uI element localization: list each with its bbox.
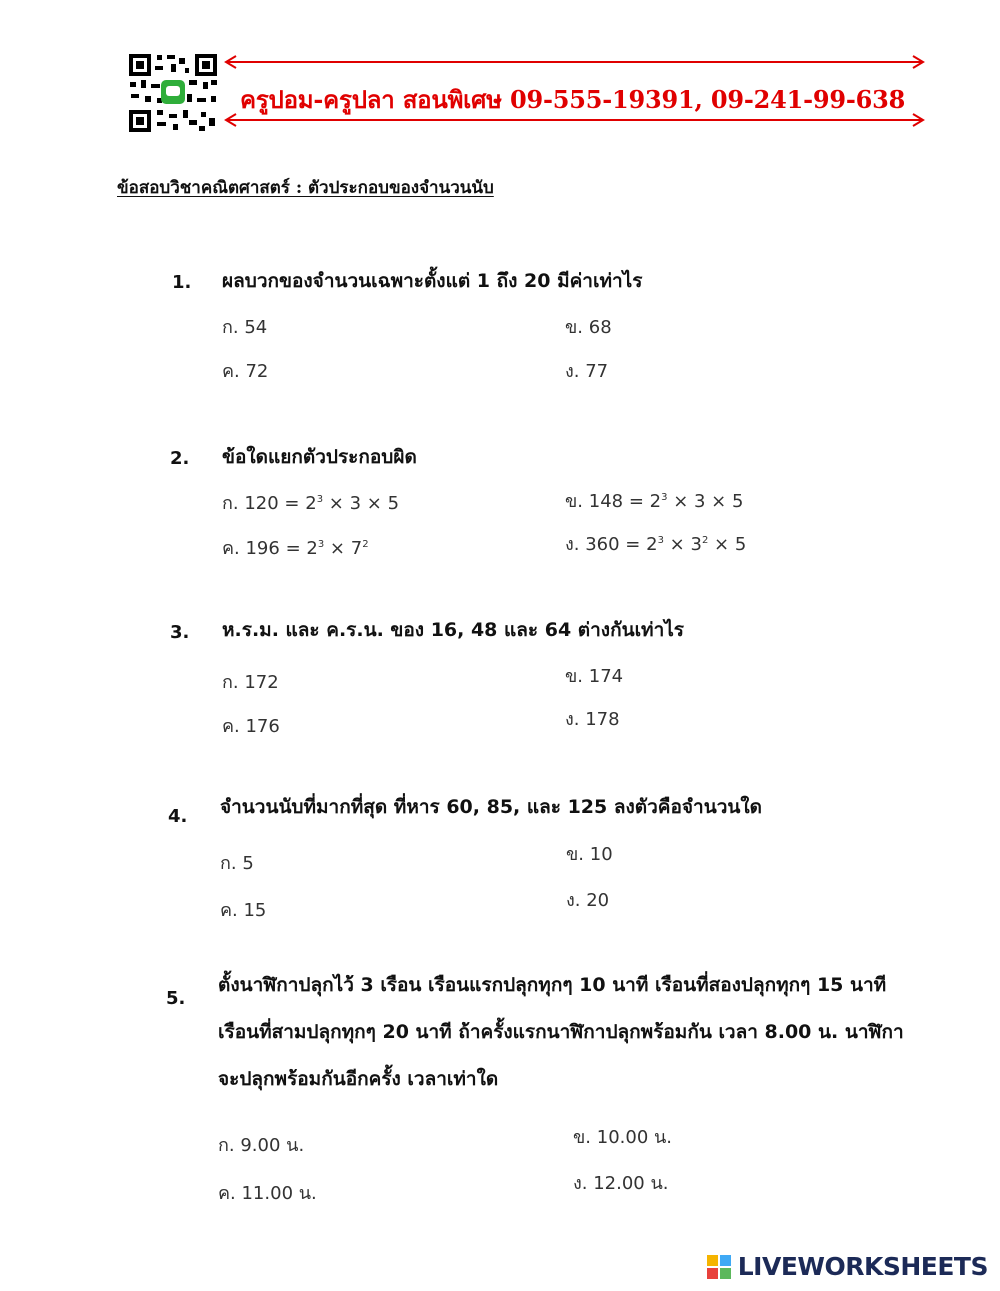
question-4-text: จำนวนนับที่มากที่สุด ที่หาร 60, 85, และ 125 ลงตัวคือจำนวนใด [220, 796, 762, 818]
question-2-option-c[interactable]: ค. $196 = 2^3 \times 7^2$ [222, 538, 369, 559]
question-2-option-b[interactable]: ข. $148 = 2^3 \times 3 \times 5$ [565, 491, 744, 512]
question-5-line-1: ตั้งนาฬิกาปลุกไว้ 3 เรือน เรือนแรกปลุกทุกๆ 10 นาที เรือนที่สองปลุกทุกๆ 15 นาที [218, 974, 887, 996]
question-3-option-b[interactable]: ข. 174 [565, 666, 624, 687]
question-2-number: 2. [170, 448, 190, 469]
worksheet-title: ข้อสอบวิชาคณิตศาสตร์ : ตัวประกอบของจำนวนนับ [117, 178, 494, 198]
question-3-option-c[interactable]: ค. 176 [222, 716, 280, 737]
question-4-option-b[interactable]: ข. 10 [566, 844, 613, 865]
question-4-option-a[interactable]: ก. 5 [220, 853, 254, 874]
question-4-option-d[interactable]: ง. 20 [566, 890, 610, 911]
question-4-option-c[interactable]: ค. 15 [220, 900, 267, 921]
liveworksheets-logo [706, 1252, 988, 1281]
question-1-option-b[interactable]: ข. 68 [565, 317, 612, 338]
liveworksheets-blocks-icon [706, 1254, 732, 1280]
question-2-option-a[interactable]: ก. $120 = 2^3 \times 3 \times 5$ [222, 493, 400, 514]
question-4-number: 4. [168, 806, 188, 827]
question-1-option-d[interactable]: ง. 77 [565, 361, 609, 382]
question-1-text: ผลบวกของจำนวนเฉพาะตั้งแต่ 1 ถึง 20 มีค่าเท่าไร [222, 270, 643, 292]
question-3-number: 3. [170, 622, 190, 643]
question-5-option-c[interactable]: ค. 11.00 น. [218, 1183, 317, 1204]
question-5-text [218, 962, 904, 1103]
question-5-option-d[interactable]: ง. 12.00 น. [573, 1173, 669, 1194]
question-5-option-a[interactable]: ก. 9.00 น. [218, 1135, 305, 1156]
question-1-option-a[interactable]: ก. 54 [222, 317, 268, 338]
qr-code-icon [127, 52, 219, 134]
question-2-text: ข้อใดแยกตัวประกอบผิด [222, 446, 417, 468]
question-1-number: 1. [172, 272, 192, 293]
question-3-option-a[interactable]: ก. 172 [222, 672, 279, 693]
question-5-line-2: เรือนที่สามปลุกทุกๆ 20 นาที ถ้าครั้งแรกนาฬิกาปลุกพร้อมกัน เวลา 8.00 น. นาฬิกา [218, 1021, 904, 1043]
question-5-option-b[interactable]: ข. 10.00 น. [573, 1127, 673, 1148]
question-1-option-c[interactable]: ค. 72 [222, 361, 269, 382]
question-5-number: 5. [166, 988, 186, 1009]
question-3-option-d[interactable]: ง. 178 [565, 709, 620, 730]
question-3-text: ห.ร.ม. และ ค.ร.น. ของ 16, 48 และ 64 ต่างกันเท่าไร [222, 619, 685, 641]
question-5-line-3: จะปลุกพร้อมกันอีกครั้ง เวลาเท่าใด [218, 1068, 499, 1090]
tutor-banner: ครูปอม-ครูปลา สอนพิเศษ 09-555-19391, 09-241-99-638 [240, 85, 906, 114]
liveworksheets-brand: LIVEWORKSHEETS [737, 1252, 988, 1281]
question-2-option-d[interactable]: ง. $360 = 2^3 \times 3^2 \times 5$ [565, 534, 747, 555]
